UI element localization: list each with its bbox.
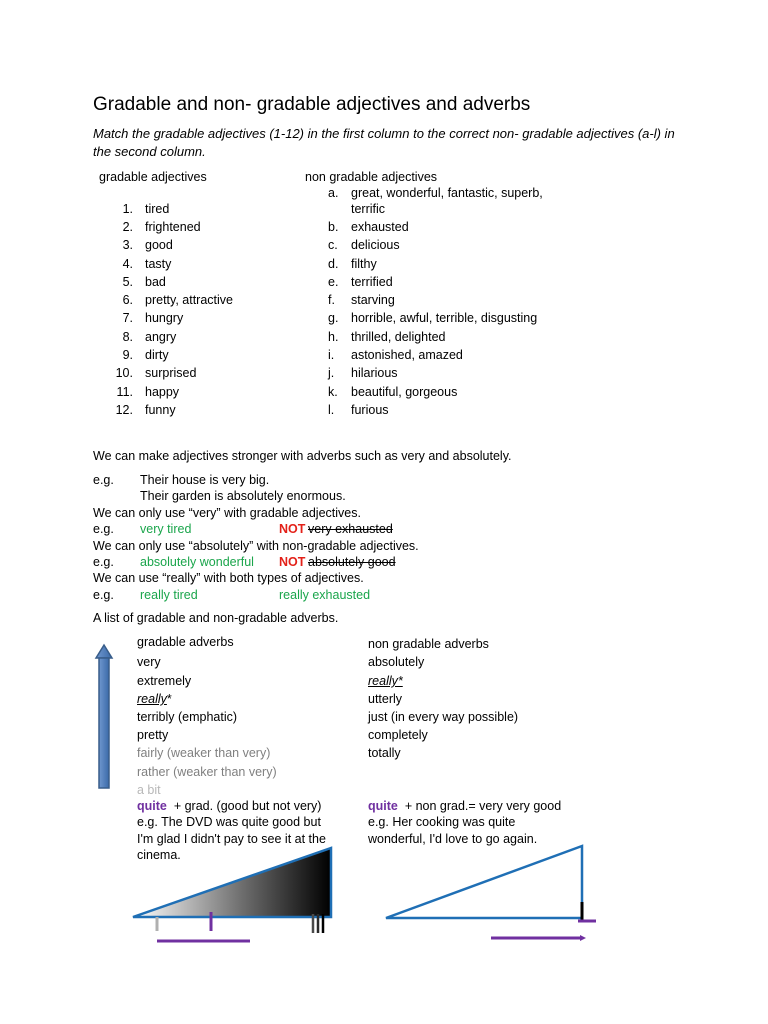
page-title: Gradable and non- gradable adjectives and adverbs: [93, 94, 531, 115]
quite-gradable-example: e.g. The DVD was quite good but: [137, 815, 321, 829]
list-item-number: 3.: [122, 238, 133, 252]
list-item: furious: [351, 403, 389, 417]
list-item: filthy: [351, 257, 377, 271]
quite-gradable-example: I'm glad I didn't pay to see it at the: [137, 832, 326, 846]
explanation-line: We can only use “very” with gradable adjectives.: [93, 506, 361, 520]
list-item: good: [145, 238, 173, 252]
list-item-number: 9.: [122, 348, 133, 362]
list-item: tasty: [145, 257, 172, 271]
list-item-letter: e.: [328, 275, 339, 289]
gradable-adjectives-header: gradable adjectives: [99, 170, 207, 184]
list-item: absolutely: [368, 655, 425, 669]
explanation-line: We can use “really” with both types of adjectives.: [93, 571, 364, 585]
list-item-letter: c.: [328, 238, 338, 252]
quite-gradable-rule: quite + grad. (good but not very): [137, 799, 322, 813]
correct-example: absolutely wonderful: [140, 555, 254, 569]
list-item-letter: f.: [328, 293, 335, 307]
example-sentence: Their garden is absolutely enormous.: [140, 489, 346, 503]
list-item-letter: d.: [328, 257, 339, 271]
correct-example: very tired: [140, 522, 192, 536]
list-item: happy: [145, 385, 180, 399]
quite-word: quite: [368, 799, 398, 813]
eg-label: e.g.: [93, 555, 114, 569]
quite-non-gradable-rule: quite + non grad.= very very good: [368, 799, 562, 813]
non-gradable-adverbs-header: non gradable adverbs: [368, 637, 489, 651]
correct-example: really exhausted: [279, 588, 371, 602]
list-item: utterly: [368, 692, 403, 706]
list-item: really*: [137, 692, 172, 706]
incorrect-example: very exhausted: [308, 522, 393, 536]
list-item: really*: [368, 674, 403, 688]
list-item: terribly (emphatic): [137, 710, 238, 724]
list-item-letter: h.: [328, 330, 339, 344]
list-item: hilarious: [351, 366, 398, 380]
list-item: completely: [368, 728, 428, 742]
list-item-number: 1.: [122, 202, 133, 216]
list-item: surprised: [145, 366, 197, 380]
gradable-scale-triangle: [133, 848, 331, 941]
list-item: horrible, awful, terrible, disgusting: [351, 311, 538, 325]
intensity-arrow-icon: [96, 645, 112, 788]
eg-label: e.g.: [93, 588, 114, 602]
list-item: funny: [145, 403, 176, 417]
explanation-line: We can only use “absolutely” with non-gradable adjectives.: [93, 539, 419, 553]
quite-non-gradable-example: wonderful, I'd love to go again.: [368, 832, 538, 846]
list-item: totally: [368, 746, 401, 760]
gradable-adverbs-header: gradable adverbs: [137, 635, 234, 649]
quite-non-gradable-example: e.g. Her cooking was quite: [368, 815, 516, 829]
eg-label: e.g.: [93, 522, 114, 536]
arrowhead-icon: [580, 935, 586, 941]
list-item: extremely: [137, 674, 192, 688]
not-label: NOT: [279, 522, 306, 536]
list-item: just (in every way possible): [368, 710, 519, 724]
incorrect-example: absolutely good: [308, 555, 396, 569]
list-item: exhausted: [351, 220, 409, 234]
list-item-number: 6.: [122, 293, 133, 307]
instructions: Match the gradable adjectives (1-12) in the first column to the correct non- gradable adjectives (a-l) in the second column.: [93, 126, 675, 159]
list-item: dirty: [145, 348, 169, 362]
list-item-letter: k.: [328, 385, 338, 399]
list-item-number: 4.: [122, 257, 133, 271]
explanation-line: We can make adjectives stronger with adverbs such as very and absolutely.: [93, 449, 512, 463]
list-item-number: 11.: [116, 385, 133, 399]
not-label: NOT: [279, 555, 306, 569]
list-item: rather (weaker than very): [137, 765, 277, 779]
list-item-letter: g.: [328, 311, 339, 325]
list-item: fairly (weaker than very): [137, 746, 271, 760]
list-item-number: 8.: [122, 330, 133, 344]
non-gradable-scale-triangle: [386, 846, 596, 941]
list-item-letter: i.: [328, 348, 335, 362]
list-item: hungry: [145, 311, 184, 325]
list-item: starving: [351, 293, 395, 307]
list-item-number: 7.: [122, 311, 133, 325]
list-item: tired: [145, 202, 170, 216]
list-item-letter: j.: [328, 366, 335, 380]
eg-label: e.g.: [93, 473, 114, 487]
quite-gradable-example: cinema.: [137, 848, 181, 862]
correct-example: really tired: [140, 588, 198, 602]
quite-word: quite: [137, 799, 167, 813]
adverbs-intro: A list of gradable and non-gradable adverbs.: [93, 611, 339, 625]
list-item: frightened: [145, 220, 201, 234]
list-item: astonished, amazed: [351, 348, 463, 362]
list-item: beautiful, gorgeous: [351, 385, 458, 399]
list-item-number: 12.: [115, 403, 133, 417]
list-item-number: 5.: [122, 275, 133, 289]
list-item-letter: l.: [328, 403, 335, 417]
list-item-number: 10.: [115, 366, 133, 380]
list-item: pretty: [137, 728, 169, 742]
example-sentence: Their house is very big.: [140, 473, 270, 487]
list-item: very: [137, 655, 161, 669]
list-item: a bit: [137, 783, 161, 797]
list-item: thrilled, delighted: [351, 330, 446, 344]
list-item: pretty, attractive: [145, 293, 233, 307]
list-item-letter: b.: [328, 220, 339, 234]
list-item-letter: a.: [328, 186, 339, 200]
list-item-number: 2.: [122, 220, 133, 234]
non-gradable-adjectives-header: non gradable adjectives: [305, 170, 438, 184]
list-item: bad: [145, 275, 166, 289]
list-item: terrified: [351, 275, 393, 289]
list-item: great, wonderful, fantastic, superb,: [351, 186, 543, 200]
list-item-continued: terrific: [351, 202, 386, 216]
list-item: angry: [145, 330, 177, 344]
list-item: delicious: [351, 238, 400, 252]
